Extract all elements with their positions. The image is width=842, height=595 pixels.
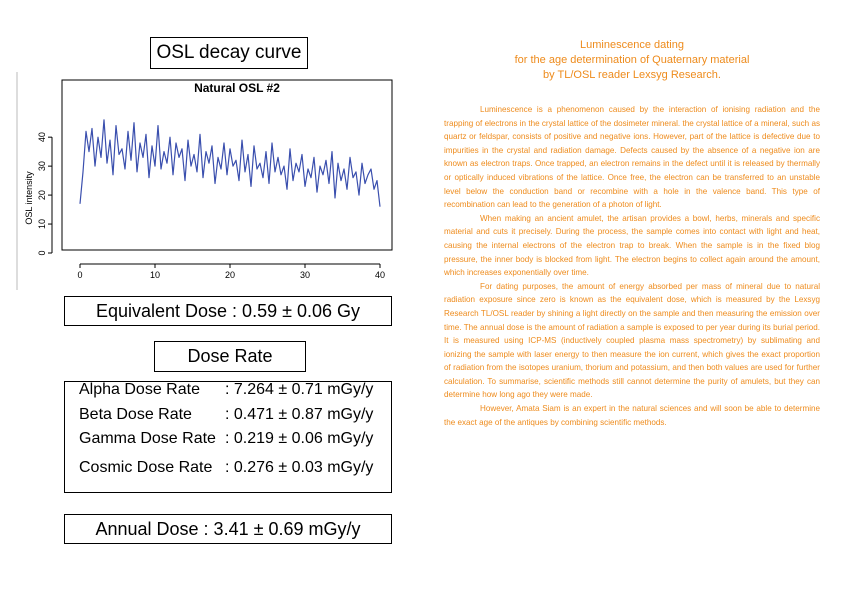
- article-paragraph: However, Amata Siam is an expert in the natural sciences and will soon be able to determine the exact age of the antiques by combining scientific methods.: [444, 404, 820, 427]
- article: [444, 38, 820, 429]
- dose-rates-table: [64, 381, 392, 493]
- osl-chart-svg: [16, 72, 401, 294]
- dose-rate-name: Cosmic Dose Rate: [79, 459, 213, 476]
- y-tick-label: 0: [37, 250, 47, 256]
- chart-title: Natural OSL #2: [194, 81, 280, 95]
- x-tick-label: 30: [299, 270, 311, 280]
- plot-frame: [62, 80, 392, 250]
- x-tick-label: 20: [224, 270, 236, 280]
- dose-rate-name: Gamma Dose Rate: [79, 430, 216, 447]
- article-title-line: for the age determination of Quaternary material: [514, 54, 750, 66]
- article-paragraph: Luminescence is a phenomenon caused by the interaction of ionising radiation and the trapping of electrons in the crystal lattice of the dosimeter mineral. the crystal lattice of a mineral, such as quartz or feldspar, consists of positive and negative ions. However, part of the lattice is defective due to impurities in the crystal and radiation damage. Defects caused by the absence of a negative ion are known as electron traps. Once trapped, an electron remains in the defect until it is released by thermally or optically induced vibrations of the lattice. Once free, the electron can be transferred to an unstable level below the conduction band or recombine with a hole in the valence band. This type of recombination can lead to the generation of a photon of light.: [444, 105, 820, 210]
- y-tick-label: 10: [37, 219, 47, 230]
- article-paragraph: For dating purposes, the amount of energy absorbed per mass of mineral due to natural radiation exposure since zero is known as the equivalent dose, which is measured by the Lexsyg Research TL/OSL reader by shining a light directly on the sample and then measuring the emission over time. The annual dose is the amount of radiation a sample is exposed to per year during its burial period. It is measured using ICP-MS (inductively coupled plasma mass spectrometry) by sublimating and ionizing the sample with laser energy to then measure the ion current, which gives the exact proportion of radiation from the isotopes uranium, thorium and potassium, and then both values are used for further calculation. To summarise, scientific methods still cannot determine the purity of amulets, but they can determine how long ago they were made.: [444, 281, 820, 400]
- x-tick-label: 0: [77, 270, 83, 280]
- article-title-line: by TL/OSL reader Lexsyg Research.: [543, 69, 721, 81]
- dose-rate-value: : 0.276 ± 0.03 mGy/y: [225, 459, 374, 476]
- y-axis-label: OSL intensity: [24, 171, 34, 225]
- dose-rate-value: : 7.264 ± 0.71 mGy/y: [225, 381, 374, 398]
- x-tick-label: 40: [374, 270, 386, 280]
- dose-rate-value: : 0.219 ± 0.06 mGy/y: [225, 430, 374, 447]
- dose-rate-name: Alpha Dose Rate: [79, 381, 200, 398]
- article-title: [444, 38, 820, 83]
- osl-decay-curve-title: OSL decay curve: [150, 37, 308, 69]
- y-tick-label: 30: [37, 161, 47, 172]
- equivalent-dose-box: Equivalent Dose : 0.59 ± 0.06 Gy: [64, 296, 392, 326]
- article-paragraph: When making an ancient amulet, the artisan provides a bowl, herbs, minerals and specific material and cuts it precisely. During the process, the sample comes into contact with light and heat, causing the internal electrons of the electron trap to break. When the sample is in the fixed blog pressure, the inner body is blocked from light. The electron begins to collect again around the amount, which increases exponentially over time.: [444, 213, 820, 278]
- osl-series-line: [80, 120, 380, 207]
- dose-rate-name: Beta Dose Rate: [79, 406, 192, 423]
- annual-dose-box: Annual Dose : 3.41 ± 0.69 mGy/y: [64, 514, 392, 544]
- osl-chart: [16, 72, 401, 294]
- dose-rate-title: Dose Rate: [154, 341, 306, 372]
- dose-rate-value: : 0.471 ± 0.87 mGy/y: [225, 406, 374, 423]
- x-tick-label: 10: [149, 270, 161, 280]
- y-tick-label: 20: [37, 190, 47, 201]
- y-tick-label: 40: [37, 132, 47, 143]
- series-layer: [80, 120, 380, 207]
- article-title-line: Luminescence dating: [580, 39, 684, 51]
